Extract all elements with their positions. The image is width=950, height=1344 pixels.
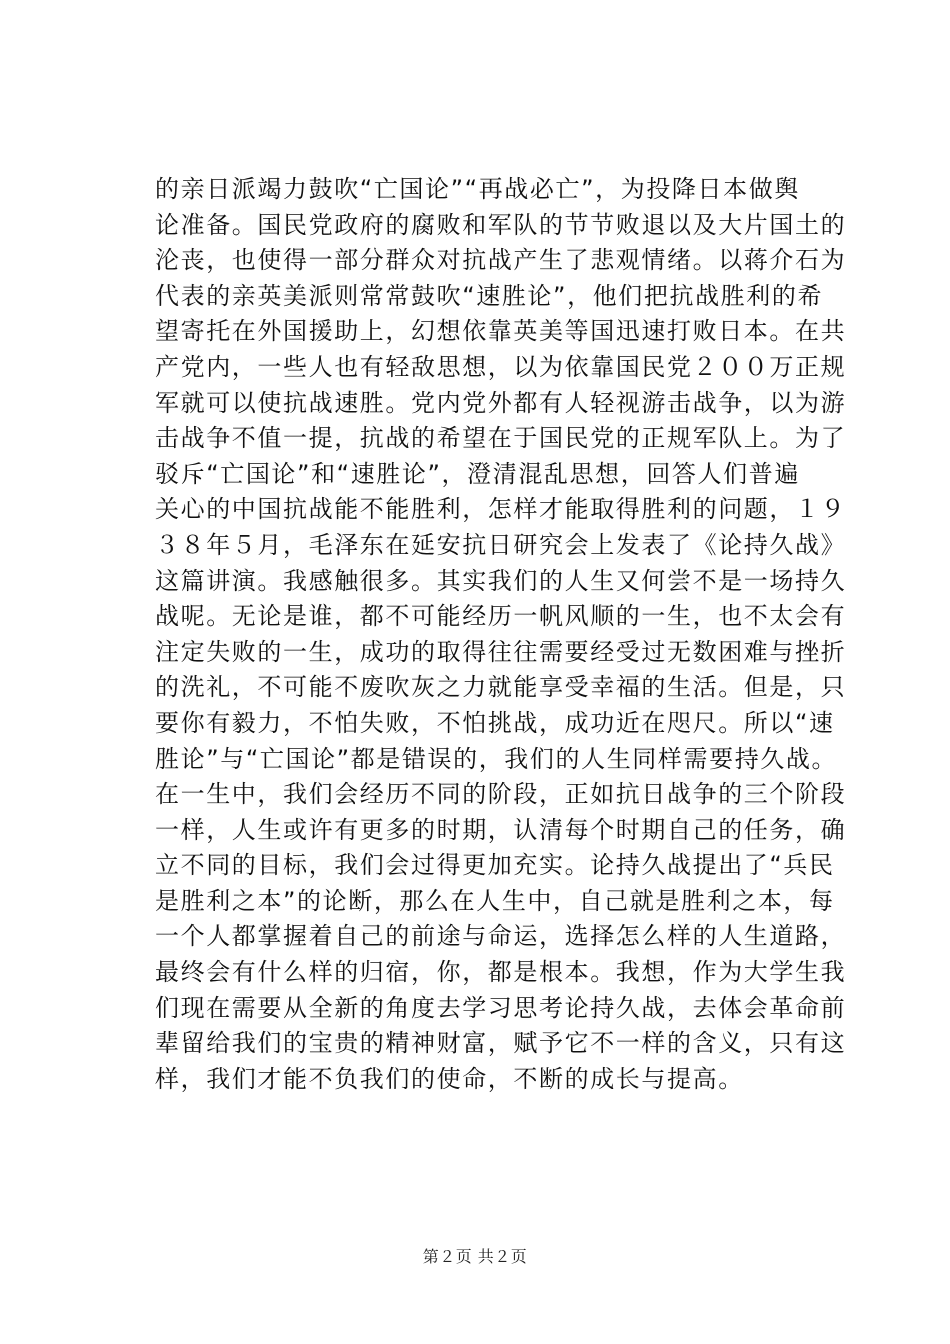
text-line: 注定失败的一生，成功的取得往往需要经受过无数困难与挫折 [155, 637, 847, 666]
text-line: 样，我们才能不负我们的使命，不断的成长与提高。 [155, 1064, 744, 1093]
text-line: 一个人都掌握着自己的前途与命运，选择怎么样的人生道路， [155, 922, 847, 951]
text-line: 们现在需要从全新的角度去学习思考论持久战，去体会革命前 [155, 993, 847, 1022]
page-footer [0, 1244, 950, 1267]
text-line: 的亲日派竭力鼓吹“亡国论”“再战必亡”，为投降日本做舆 [155, 175, 800, 203]
text-line: 军就可以使抗战速胜。党内党外都有人轻视游击战争，以为游 [155, 388, 847, 417]
text-line: 望寄托在外国援助上，幻想依靠英美等国迅速打败日本。在共 [155, 317, 847, 346]
text-line: 是胜利之本”的论断，那么在人生中，自己就是胜利之本，每 [155, 886, 835, 915]
text-line: 驳斥“亡国论”和“速胜论”，澄清混乱思想，回答人们普遍 [155, 459, 800, 488]
text-line: 一样，人生或许有更多的时期，认清每个时期自己的任务，确 [155, 815, 847, 844]
text-line: 战呢。无论是谁，都不可能经历一帆风顺的一生，也不太会有 [155, 602, 847, 631]
text-line: 沦丧，也使得一部分群众对抗战产生了悲观情绪。以蒋介石为 [155, 246, 847, 275]
text-line: 产党内，一些人也有轻敌思想，以为依靠国民党２００万正规 [155, 352, 847, 381]
text-line: ３８年５月，毛泽东在延安抗日研究会上发表了《论持久战》 [155, 530, 847, 559]
text-line: 关心的中国抗战能不能胜利，怎样才能取得胜利的问题，１９ [155, 495, 847, 524]
text-line: 在一生中，我们会经历不同的阶段，正如抗日战争的三个阶段 [155, 780, 847, 809]
page-number-label: 第２页 共２页 [422, 1247, 528, 1266]
text-line: 辈留给我们的宝贵的精神财富，赋予它不一样的含义，只有这 [155, 1029, 847, 1058]
text-line: 立不同的目标，我们会过得更加充实。论持久战提出了“兵民 [155, 851, 835, 880]
body-text [155, 172, 855, 1097]
text-line: 代表的亲英美派则常常鼓吹“速胜论”，他们把抗战胜利的希 [155, 281, 824, 310]
text-line: 胜论”与“亡国论”都是错误的，我们的人生同样需要持久战。 [155, 744, 838, 773]
text-line: 论准备。国民党政府的腐败和军队的节节败退以及大片国土的 [155, 210, 847, 239]
text-line: 的洗礼，不可能不废吹灰之力就能享受幸福的生活。但是，只 [155, 673, 847, 702]
text-line: 击战争不值一提，抗战的希望在于国民党的正规军队上。为了 [155, 424, 847, 453]
text-line: 这篇讲演。我感触很多。其实我们的人生又何尝不是一场持久 [155, 566, 847, 595]
text-line: 最终会有什么样的归宿，你，都是根本。我想，作为大学生我 [155, 958, 847, 987]
text-line: 要你有毅力，不怕失败，不怕挑战，成功近在咫尺。所以“速 [155, 708, 835, 737]
